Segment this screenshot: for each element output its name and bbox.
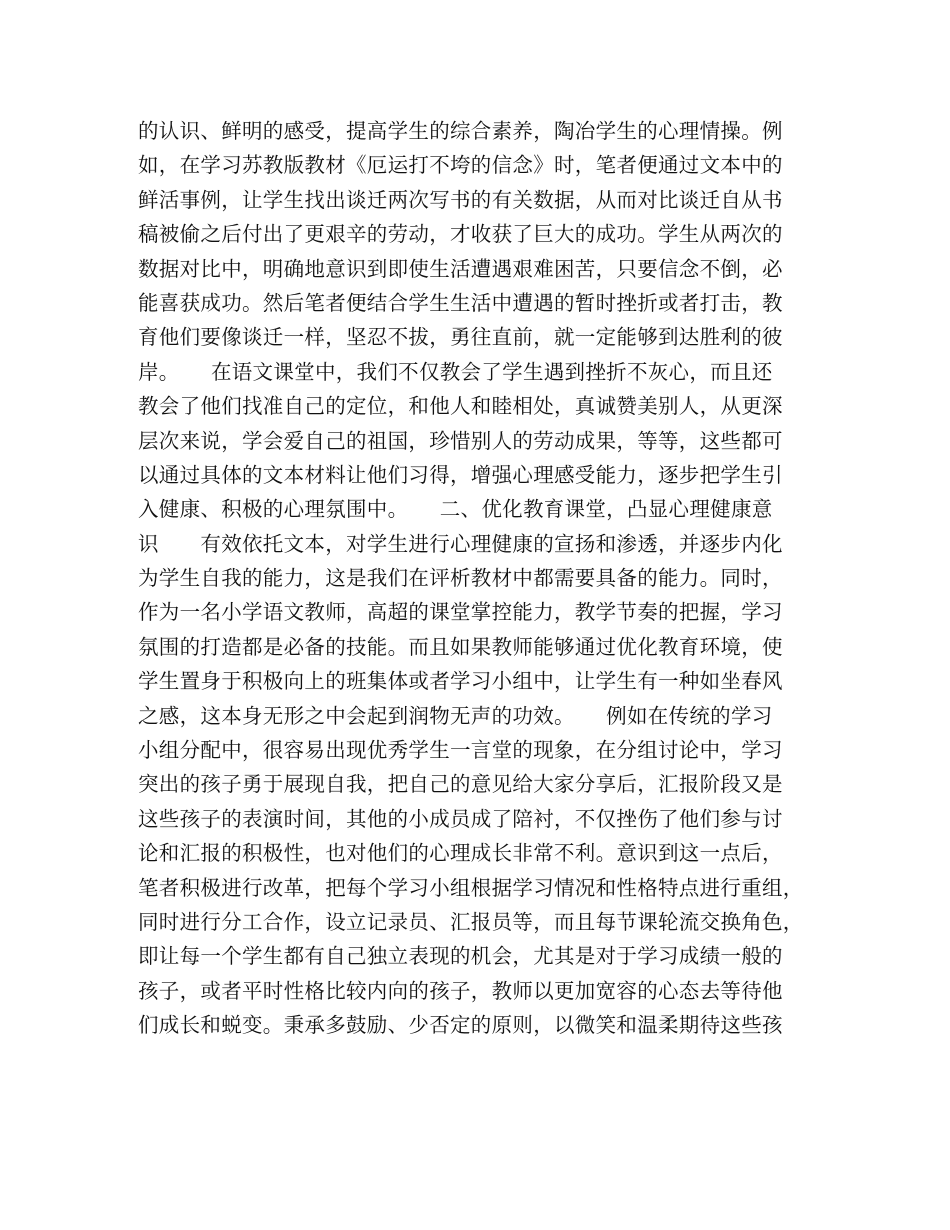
text-line: 孩子，或者平时性格比较内向的孩子，教师以更加宽容的心态去等待他 bbox=[138, 978, 783, 1003]
text-line: 能喜获成功。然后笔者便结合学生生活中遭遇的暂时挫折或者打击，教 bbox=[138, 290, 783, 315]
text-line: 突出的孩子勇于展现自我，把自己的意见给大家分享后，汇报阶段又是 bbox=[138, 772, 783, 797]
text-line: 氛围的打造都是必备的技能。而且如果教师能够通过优化教育环境，使 bbox=[138, 634, 783, 659]
text-line: 识 有效依托文本，对学生进行心理健康的宣扬和渗透，并逐步内化 bbox=[138, 531, 783, 556]
text-line: 数据对比中，明确地意识到即使生活遭遇艰难困苦，只要信念不倒，必 bbox=[138, 256, 783, 281]
text-line: 小组分配中，很容易出现优秀学生一言堂的现象，在分组讨论中，学习 bbox=[138, 738, 783, 763]
text-line: 笔者积极进行改革，把每个学习小组根据学习情况和性格特点进行重组， bbox=[138, 875, 804, 900]
text-line: 以通过具体的文本材料让他们习得，增强心理感受能力，逐步把学生引 bbox=[138, 462, 783, 487]
text-line: 们成长和蜕变。秉承多鼓励、少否定的原则，以微笑和温柔期待这些孩 bbox=[138, 1013, 783, 1038]
text-line: 层次来说，学会爱自己的祖国，珍惜别人的劳动成果，等等，这些都可 bbox=[138, 428, 783, 453]
text-line: 如，在学习苏教版教材《厄运打不垮的信念》时，笔者便通过文本中的 bbox=[138, 153, 783, 178]
text-line: 之感，这本身无形之中会起到润物无声的功效。 例如在传统的学习 bbox=[138, 703, 773, 728]
text-line: 稿被偷之后付出了更艰辛的劳动，才收获了巨大的成功。学生从两次的 bbox=[138, 222, 783, 247]
text-line: 鲜活事例，让学生找出谈迁两次写书的有关数据，从而对比谈迁自从书 bbox=[138, 187, 783, 212]
text-line: 即让每一个学生都有自己独立表现的机会，尤其是对于学习成绩一般的 bbox=[138, 944, 783, 969]
text-line: 岸。 在语文课堂中，我们不仅教会了学生遇到挫折不灰心，而且还 bbox=[138, 359, 773, 384]
text-line: 论和汇报的积极性，也对他们的心理成长非常不利。意识到这一点后， bbox=[138, 841, 783, 866]
text-line: 这些孩子的表演时间，其他的小成员成了陪衬，不仅挫伤了他们参与讨 bbox=[138, 806, 783, 831]
text-line: 的认识、鲜明的感受，提高学生的综合素养，陶冶学生的心理情操。例 bbox=[138, 119, 783, 143]
text-line: 为学生自我的能力，这是我们在评析教材中都需要具备的能力。同时， bbox=[138, 566, 783, 591]
text-line: 学生置身于积极向上的班集体或者学习小组中，让学生有一种如坐春风 bbox=[138, 669, 783, 694]
body-text bbox=[138, 114, 838, 1043]
text-line: 育他们要像谈迁一样，坚忍不拔，勇往直前，就一定能够到达胜利的彼 bbox=[138, 325, 783, 350]
text-line: 同时进行分工合作，设立记录员、汇报员等，而且每节课轮流交换角色， bbox=[138, 909, 804, 934]
text-line: 入健康、积极的心理氛围中。 二、优化教育课堂，凸显心理健康意 bbox=[138, 497, 773, 522]
text-line: 作为一名小学语文教师，高超的课堂掌控能力，教学节奏的把握，学习 bbox=[138, 600, 783, 625]
text-line: 教会了他们找准自己的定位，和他人和睦相处，真诚赞美别人，从更深 bbox=[138, 394, 783, 419]
